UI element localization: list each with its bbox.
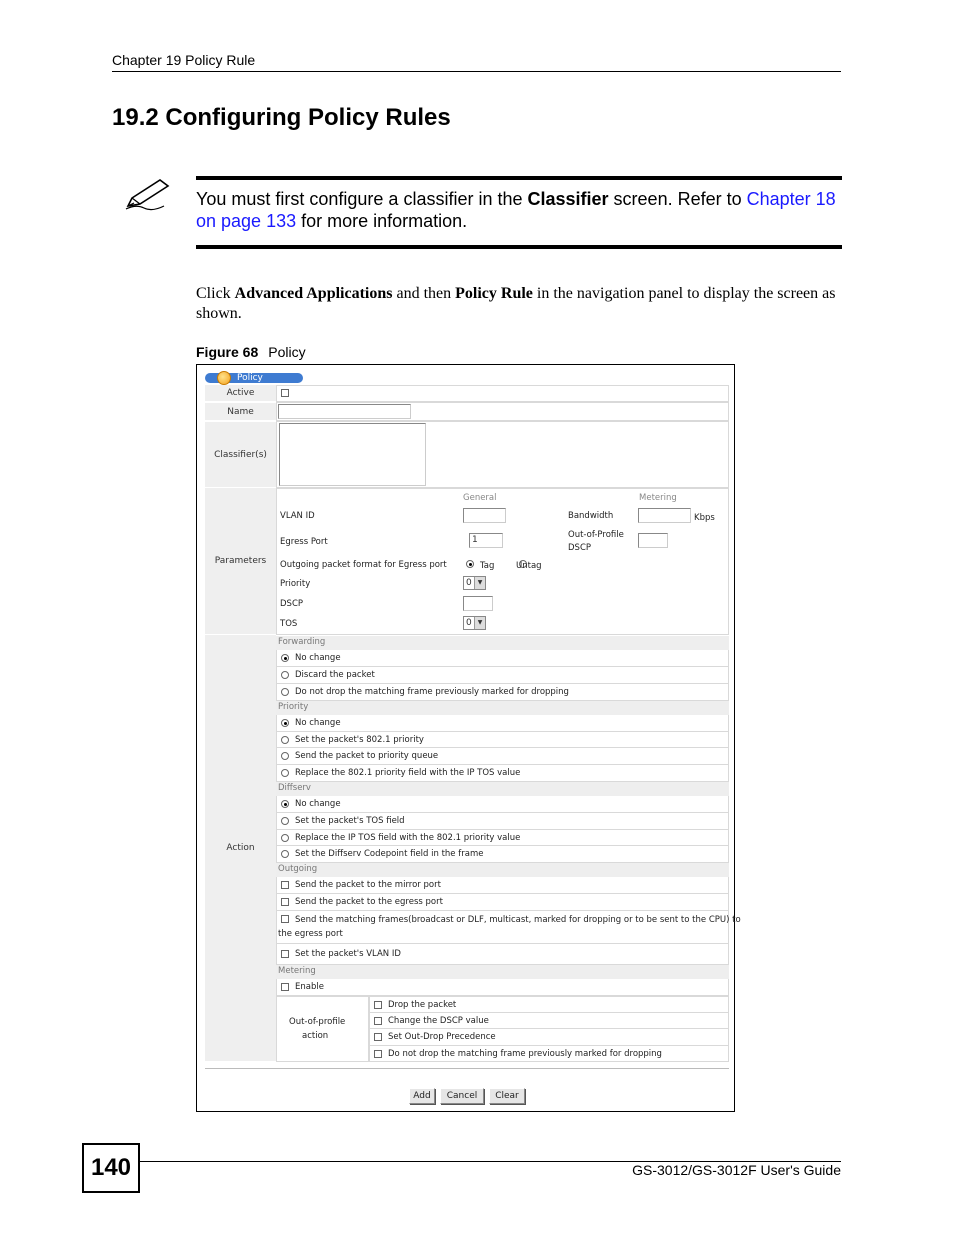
oop-dscp-label-1: Out-of-Profile bbox=[568, 530, 624, 540]
classifiers-listbox[interactable] bbox=[279, 423, 426, 486]
chapter-link[interactable]: Chapter 18 on page 133 bbox=[196, 189, 836, 231]
out-matching-text-1: Send the matching frames(broadcast or DLF, multicast, marked for dropping or to be sent to the CPU) to bbox=[295, 915, 741, 925]
met-enable-checkbox[interactable] bbox=[281, 983, 289, 991]
out-vlan-row: Set the packet's VLAN ID bbox=[276, 944, 729, 965]
parameters-label: Parameters bbox=[205, 488, 276, 634]
pri-set-row: Set the packet's 802.1 priority bbox=[276, 732, 729, 748]
fwd-no-change-radio[interactable] bbox=[281, 654, 289, 662]
oop-drop-row: Drop the packet bbox=[369, 996, 729, 1013]
fwd-no-change-row: No change bbox=[276, 650, 729, 667]
dscp-label: DSCP bbox=[280, 599, 304, 609]
met-enable-row: Enable bbox=[276, 979, 729, 996]
tos-label: TOS bbox=[280, 619, 298, 629]
out-egress-checkbox[interactable] bbox=[281, 898, 289, 906]
ds-codepoint-radio[interactable] bbox=[281, 850, 289, 858]
active-cell bbox=[276, 385, 729, 402]
button-divider bbox=[205, 1068, 729, 1069]
metering-action-heading: Metering bbox=[276, 965, 729, 979]
outgoing-format-label: Outgoing packet format for Egress port bbox=[280, 560, 447, 570]
tag-radio[interactable] bbox=[466, 560, 474, 568]
guide-title: GS-3012/GS-3012F User's Guide bbox=[632, 1162, 841, 1178]
oop-action-label-cell bbox=[276, 996, 369, 1062]
oop-action-label-2: action bbox=[302, 1031, 329, 1041]
chapter-header: Chapter 19 Policy Rule bbox=[112, 52, 256, 68]
note-text: You must first configure a classifier in the Classifier screen. Refer to Chapter 18 on page 133 for more information. bbox=[196, 189, 836, 231]
vlan-id-label: VLAN ID bbox=[280, 511, 315, 521]
note-bold: Classifier bbox=[527, 189, 609, 209]
oop-no-drop-row: Do not drop the matching frame previously marked for dropping bbox=[369, 1046, 729, 1062]
pri-replace-radio[interactable] bbox=[281, 769, 289, 777]
tos-select[interactable]: 0 ▼ bbox=[463, 616, 486, 630]
bandwidth-label: Bandwidth bbox=[568, 511, 614, 521]
oop-action-label-1: Out-of-profile bbox=[289, 1017, 346, 1027]
diffserv-heading: Diffserv bbox=[276, 782, 729, 796]
ds-no-change-row: No change bbox=[276, 796, 729, 813]
out-mirror-row: Send the packet to the mirror port bbox=[276, 877, 729, 894]
pri-queue-radio[interactable] bbox=[281, 752, 289, 760]
body-paragraph: Click Advanced Applications and then Policy Rule in the navigation panel to display the screen as shown. bbox=[196, 285, 836, 322]
outgoing-heading: Outgoing bbox=[276, 863, 729, 877]
ds-tos-row: Set the packet's TOS field bbox=[276, 813, 729, 830]
active-checkbox[interactable] bbox=[281, 389, 289, 397]
policy-tab[interactable]: Policy bbox=[205, 373, 303, 383]
kbps-unit: Kbps bbox=[694, 513, 715, 523]
classifiers-label: Classifier(s) bbox=[205, 422, 276, 487]
out-matching-checkbox[interactable] bbox=[281, 915, 289, 923]
egress-port-label: Egress Port bbox=[280, 537, 328, 547]
header-rule bbox=[112, 71, 841, 72]
dropdown-arrow-icon: ▼ bbox=[474, 617, 485, 629]
fwd-no-drop-row: Do not drop the matching frame previously marked for dropping bbox=[276, 684, 729, 701]
ds-no-change-radio[interactable] bbox=[281, 800, 289, 808]
oop-dscp-label-2: DSCP bbox=[568, 543, 592, 553]
oop-drop-checkbox[interactable] bbox=[374, 1001, 382, 1009]
oop-no-drop-checkbox[interactable] bbox=[374, 1050, 382, 1058]
priority-label: Priority bbox=[280, 579, 311, 589]
out-matching-text-2: the egress port bbox=[278, 929, 343, 939]
note-rule-top bbox=[196, 176, 842, 180]
vlan-id-input[interactable] bbox=[463, 508, 506, 523]
forwarding-heading: Forwarding bbox=[276, 636, 729, 650]
pri-replace-row: Replace the 802.1 priority field with the IP TOS value bbox=[276, 765, 729, 782]
pri-queue-row: Send the packet to priority queue bbox=[276, 748, 729, 765]
ds-replace-row: Replace the IP TOS field with the 802.1 priority value bbox=[276, 830, 729, 846]
figure-caption: Figure 68 Policy bbox=[196, 344, 306, 360]
ds-tos-radio[interactable] bbox=[281, 817, 289, 825]
oop-dscp-checkbox[interactable] bbox=[374, 1017, 382, 1025]
oop-precedence-checkbox[interactable] bbox=[374, 1033, 382, 1041]
dscp-input[interactable] bbox=[463, 596, 493, 611]
ds-replace-radio[interactable] bbox=[281, 834, 289, 842]
priority-heading: Priority bbox=[276, 701, 729, 715]
policy-tab-icon bbox=[217, 371, 231, 385]
section-title: 19.2 Configuring Policy Rules bbox=[112, 104, 451, 131]
name-label: Name bbox=[205, 403, 276, 420]
ds-codepoint-row: Set the Diffserv Codepoint field in the frame bbox=[276, 846, 729, 863]
pencil-note-icon bbox=[124, 176, 174, 212]
oop-dscp-input[interactable] bbox=[638, 533, 668, 548]
metering-heading: Metering bbox=[639, 493, 677, 503]
tag-label: Tag bbox=[480, 561, 495, 571]
egress-port-input[interactable]: 1 bbox=[469, 533, 503, 548]
out-mirror-checkbox[interactable] bbox=[281, 881, 289, 889]
priority-select[interactable]: 0 ▼ bbox=[463, 576, 486, 590]
pri-no-change-radio[interactable] bbox=[281, 719, 289, 727]
active-label: Active bbox=[205, 385, 276, 401]
oop-precedence-row: Set Out-Drop Precedence bbox=[369, 1029, 729, 1046]
page-number: 140 bbox=[82, 1143, 140, 1193]
pri-set-radio[interactable] bbox=[281, 736, 289, 744]
fwd-discard-radio[interactable] bbox=[281, 671, 289, 679]
bandwidth-input[interactable] bbox=[638, 508, 691, 523]
note-rule-bottom bbox=[196, 245, 842, 249]
action-label: Action bbox=[205, 635, 276, 1061]
policy-screenshot bbox=[196, 364, 741, 1112]
add-button[interactable]: Add bbox=[409, 1088, 435, 1104]
cancel-button[interactable]: Cancel bbox=[440, 1088, 484, 1104]
clear-button[interactable]: Clear bbox=[489, 1088, 525, 1104]
dropdown-arrow-icon: ▼ bbox=[474, 577, 485, 589]
name-input[interactable] bbox=[278, 404, 411, 419]
pri-no-change-row: No change bbox=[276, 715, 729, 732]
general-heading: General bbox=[463, 493, 497, 503]
untag-label: Untag bbox=[516, 561, 542, 571]
out-egress-row: Send the packet to the egress port bbox=[276, 894, 729, 911]
fwd-discard-row: Discard the packet bbox=[276, 667, 729, 684]
out-vlan-checkbox[interactable] bbox=[281, 950, 289, 958]
fwd-no-drop-radio[interactable] bbox=[281, 688, 289, 696]
oop-dscp-row: Change the DSCP value bbox=[369, 1013, 729, 1029]
